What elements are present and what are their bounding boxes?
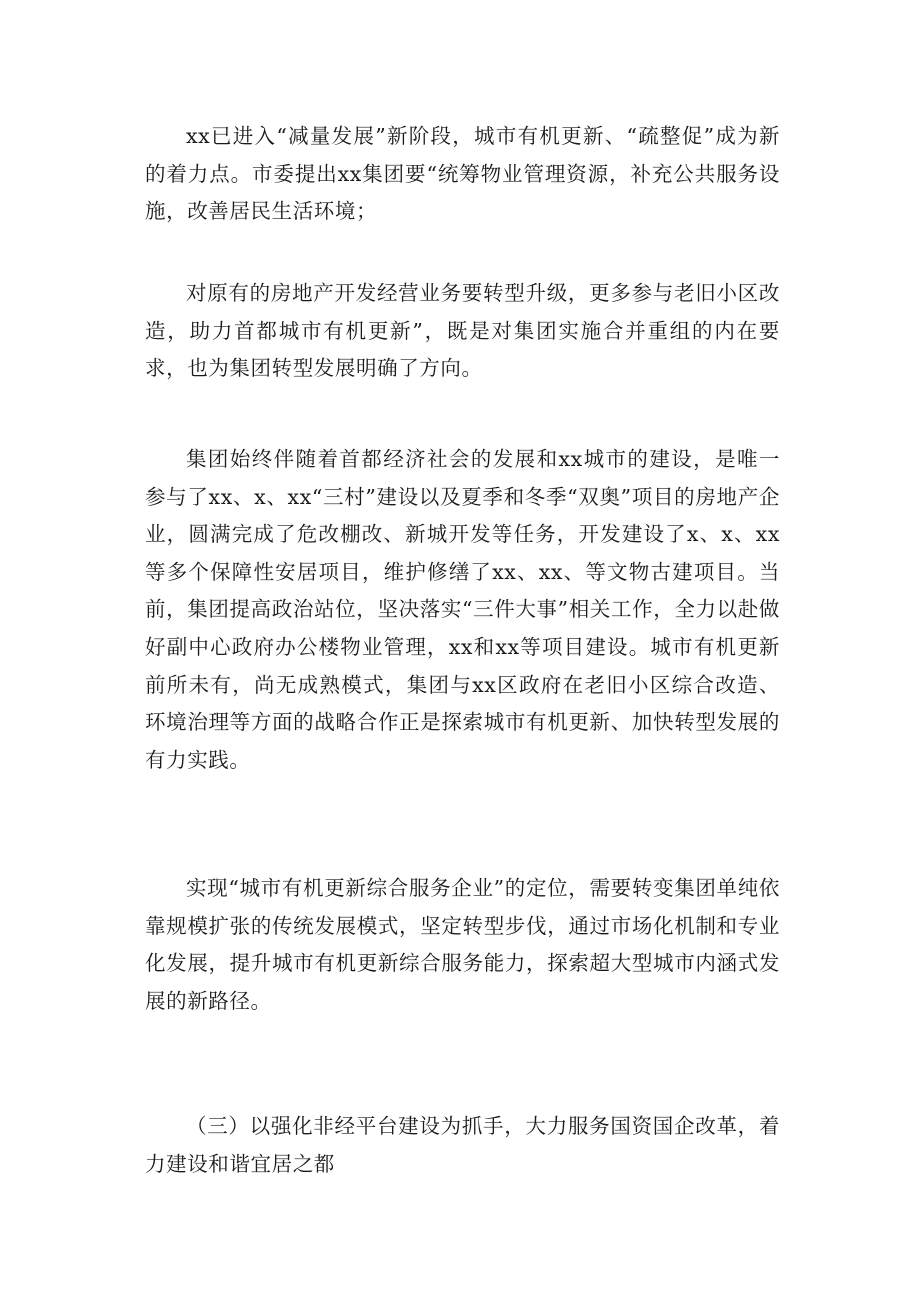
paragraph-2: 对原有的房地产开发经营业务要转型升级，更多参与老旧小区改造，助力首都城市有机更新”，既是对集团实施合并重组的内在要求，也为集团转型发展明确了方向。 (145, 281, 780, 381)
section-heading-paragraph: （三）以强化非经平台建设为抓手，大力服务国资国企改革，着力建设和谐宜居之都 (145, 1114, 780, 1176)
paragraph-1: xx已进入“减量发展”新阶段，城市有机更新、“疏整促”成为新的着力点。市委提出xx集团要“统筹物业管理资源，补充公共服务设施，改善居民生活环境； (145, 124, 780, 224)
paragraph-4: 实现“城市有机更新综合服务企业”的定位，需要转变集团单纯依靠规模扩张的传统发展模式，坚定转型步伐，通过市场化机制和专业化发展，提升城市有机更新综合服务能力，探索超大型城市内涵式发展的新路径。 (145, 876, 780, 1013)
paragraph-3: 集团始终伴随着首都经济社会的发展和xx城市的建设，是唯一参与了xx、x、xx“三村”建设以及夏季和冬季“双奥”项目的房地产企业，圆满完成了危改棚改、新城开发等任务，开发建设了x、x、xx等多个保障性安居项目，维护修缮了xx、xx、等文物古建项目。当前，集团提高政治站位，坚决落实“三件大事”相关工作，全力以赴做好副中心政府办公楼物业管理，xx和xx等项目建设。城市有机更新前所未有，尚无成熟模式，集团与xx区政府在老旧小区综合改造、环境治理等方面的战略合作正是探索城市有机更新、加快转型发展的有力实践。 (145, 447, 780, 772)
